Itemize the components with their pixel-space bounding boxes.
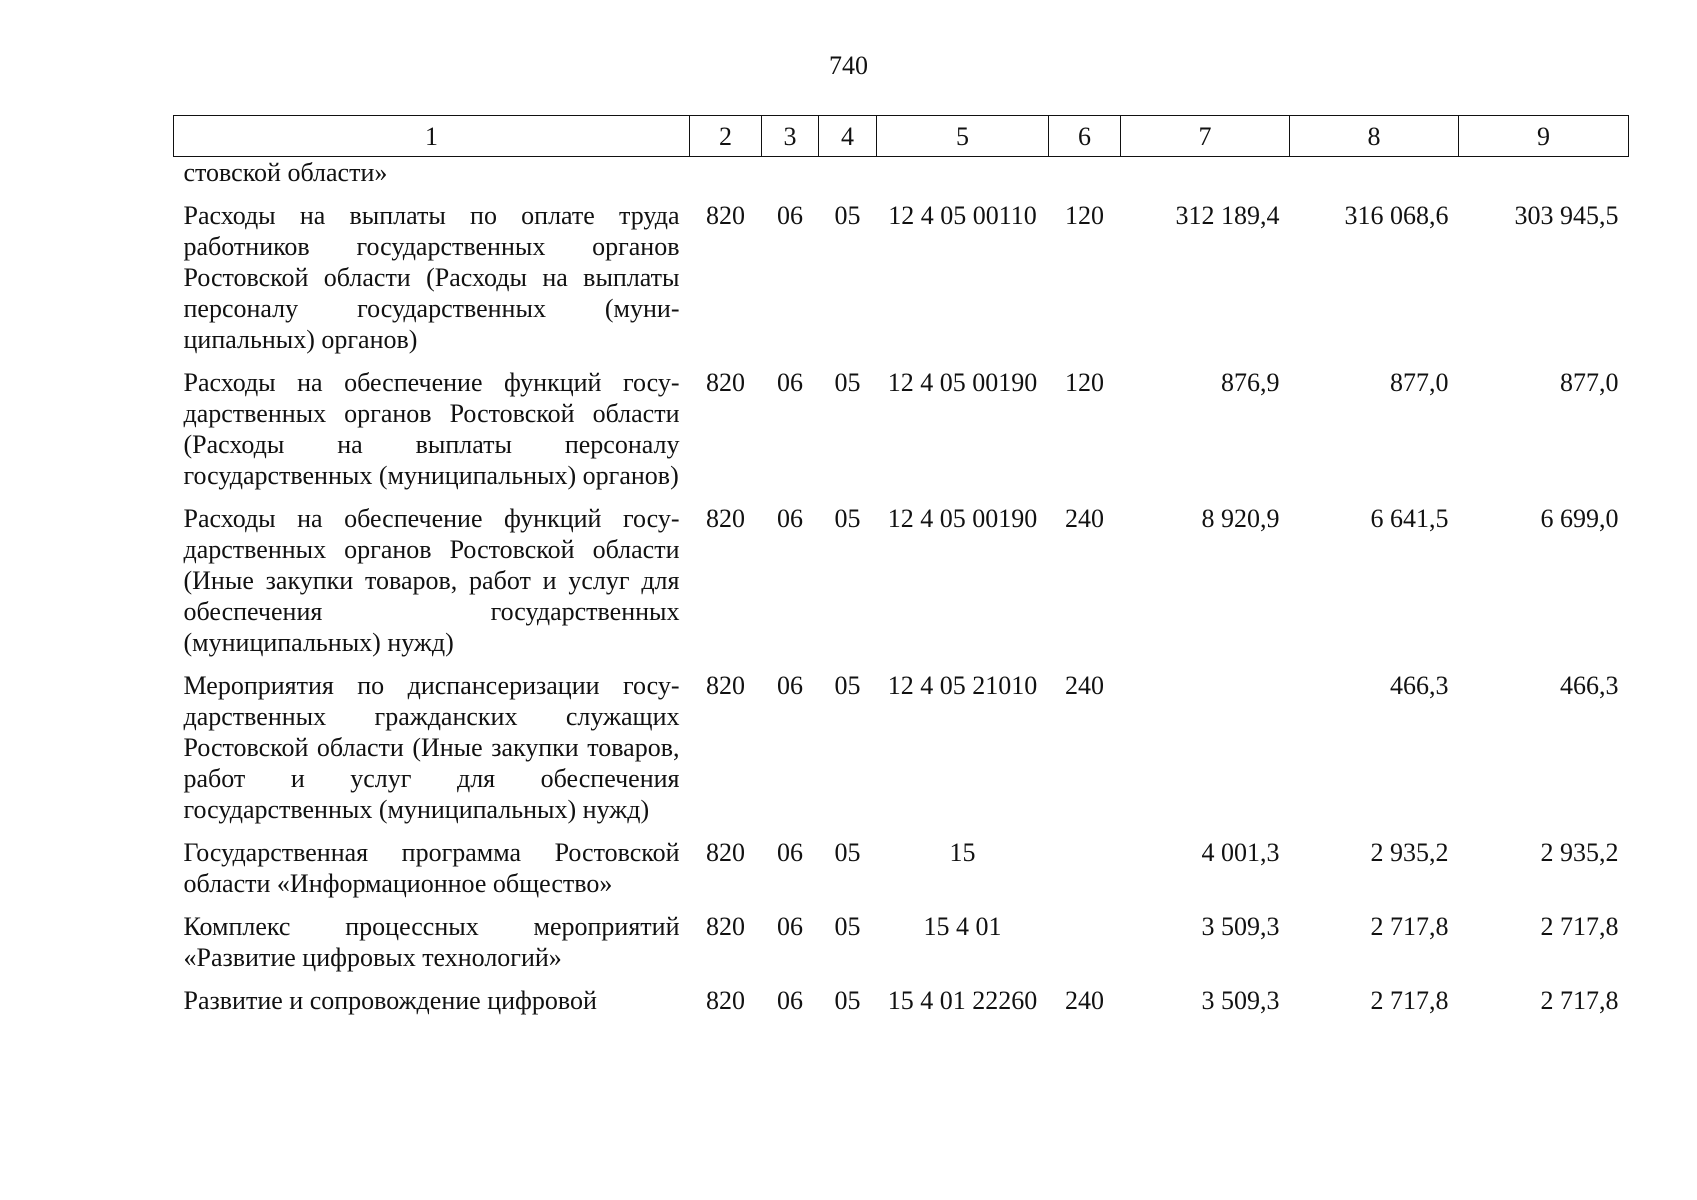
row-vr: 120 <box>1065 201 1104 230</box>
row-grbs: 820 <box>706 986 745 1015</box>
row-csr: 15 4 01 <box>923 912 1002 941</box>
row-rz: 06 <box>777 986 803 1015</box>
row-value-col9: 877,0 <box>1560 368 1619 397</box>
row-pr: 05 <box>834 201 861 230</box>
column-header: 5 <box>877 116 1049 157</box>
row-grbs: 820 <box>706 368 745 397</box>
row-value-col8: 2 717,8 <box>1370 912 1449 941</box>
row-value-col7: 3 509,3 <box>1201 912 1280 941</box>
header-row <box>174 116 1629 157</box>
row-name: Государственная программа Ростовской области «Информационное общество» <box>183 838 680 898</box>
row-name: Мероприятия по диспансеризации государственных гражданских служащих Ростовской области (Иные закупки товаров, работ и услуг для обеспечения государственных (муниципальных) нужд) <box>183 671 680 824</box>
row-rz: 06 <box>777 838 803 867</box>
column-header: 3 <box>762 116 819 157</box>
row-rz: 06 <box>777 671 803 700</box>
row-vr: 240 <box>1065 986 1104 1015</box>
row-csr: 12 4 05 00190 <box>887 504 1038 533</box>
row-grbs: 820 <box>706 671 745 700</box>
column-header: 6 <box>1049 116 1121 157</box>
row-rz: 06 <box>777 504 803 533</box>
row-pr: 05 <box>834 986 861 1015</box>
row-value-col8: 6 641,5 <box>1370 504 1449 533</box>
row-csr: 12 4 05 00110 <box>888 201 1037 230</box>
row-value-col7: 4 001,3 <box>1201 838 1280 867</box>
row-csr: 15 <box>949 838 976 867</box>
row-csr: 15 4 01 22260 <box>887 986 1038 1015</box>
table-body <box>174 157 1629 1029</box>
row-name: Расходы на выплаты по оплате труда работников государственных органов Ростовской области (Расходы на выплаты персоналу государственных (муниципальных) органов) <box>183 201 680 354</box>
row-value-col7: 8 920,9 <box>1201 504 1280 533</box>
row-vr <box>1049 911 1121 985</box>
table-header <box>174 116 1629 157</box>
page-number: 740 <box>829 51 868 80</box>
column-header: 2 <box>690 116 762 157</box>
row-pr: 05 <box>834 912 861 941</box>
table-row <box>174 985 1629 1028</box>
row-csr: 12 4 05 21010 <box>887 671 1038 700</box>
row-rz: 06 <box>777 368 803 397</box>
row-value-col8: 2 935,2 <box>1370 838 1449 867</box>
row-name: Комплекс процессных мероприятий «Развитие цифровых технологий» <box>183 912 680 972</box>
table-row <box>174 503 1629 670</box>
column-header: 7 <box>1121 116 1290 157</box>
row-name: Расходы на обеспечение функций государственных органов Ростовской области (Расходы на выплаты персоналу государственных (муниципальных) органов) <box>183 368 680 490</box>
row-vr <box>1049 837 1121 911</box>
row-grbs <box>690 157 762 201</box>
row-csr: 12 4 05 00190 <box>887 368 1038 397</box>
row-value-col9 <box>1459 157 1629 201</box>
row-rz <box>762 157 819 201</box>
row-value-col7 <box>1121 670 1290 837</box>
row-value-col7: 876,9 <box>1221 368 1280 397</box>
column-header: 8 <box>1290 116 1459 157</box>
row-name: Расходы на обеспечение функций государственных органов Ростовской области (Иные закупки товаров, работ и услуг для обеспечения государственных (муниципальных) нужд) <box>183 504 680 657</box>
row-pr: 05 <box>834 671 861 700</box>
row-pr: 05 <box>834 504 861 533</box>
row-value-col9: 2 717,8 <box>1540 912 1619 941</box>
column-header: 1 <box>174 116 690 157</box>
row-grbs: 820 <box>706 201 745 230</box>
row-value-col9: 466,3 <box>1560 671 1619 700</box>
row-name: стовской области» <box>183 158 388 187</box>
row-grbs: 820 <box>706 838 745 867</box>
table-row <box>174 670 1629 837</box>
row-value-col8 <box>1290 157 1459 201</box>
row-grbs: 820 <box>706 504 745 533</box>
row-pr: 05 <box>834 368 861 397</box>
table-row <box>174 157 1629 201</box>
row-value-col9: 303 945,5 <box>1514 201 1619 230</box>
table-row <box>174 200 1629 367</box>
row-pr: 05 <box>834 838 861 867</box>
row-grbs: 820 <box>706 912 745 941</box>
row-value-col9: 6 699,0 <box>1540 504 1619 533</box>
row-value-col8: 2 717,8 <box>1370 986 1449 1015</box>
row-rz: 06 <box>777 201 803 230</box>
table-row <box>174 911 1629 985</box>
budget-table <box>173 115 1629 1028</box>
table-row <box>174 367 1629 503</box>
row-name: Развитие и сопровождение цифровой <box>183 986 597 1015</box>
row-vr <box>1049 157 1121 201</box>
row-value-col7: 3 509,3 <box>1201 986 1280 1015</box>
column-header: 9 <box>1459 116 1629 157</box>
row-value-col7 <box>1121 157 1290 201</box>
table-row <box>174 837 1629 911</box>
column-header: 4 <box>819 116 877 157</box>
row-csr <box>877 157 1049 201</box>
row-vr: 240 <box>1065 504 1104 533</box>
row-value-col8: 316 068,6 <box>1344 201 1449 230</box>
row-value-col7: 312 189,4 <box>1175 201 1280 230</box>
row-rz: 06 <box>777 912 803 941</box>
row-vr: 240 <box>1065 671 1104 700</box>
row-value-col8: 466,3 <box>1390 671 1449 700</box>
row-value-col9: 2 935,2 <box>1540 838 1619 867</box>
row-pr <box>819 157 877 201</box>
row-vr: 120 <box>1065 368 1104 397</box>
row-value-col9: 2 717,8 <box>1540 986 1619 1015</box>
row-value-col8: 877,0 <box>1390 368 1449 397</box>
